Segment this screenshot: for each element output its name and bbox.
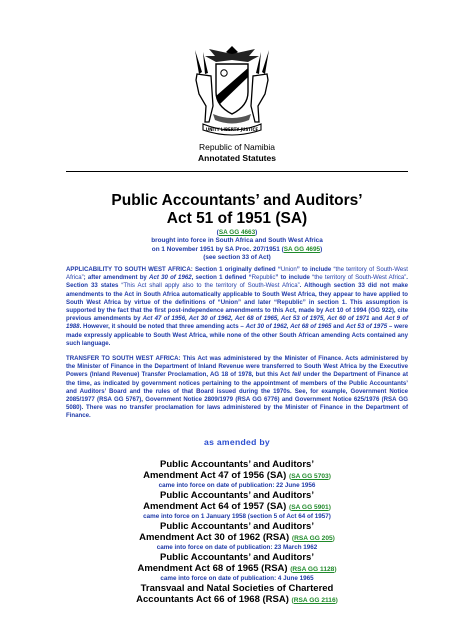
amendment-item: Public Accountants’ and Auditors’ Amendment Act 47 of 1956 (SA) (SA GG 5703) came into force on date of publication: 22 June 1956 (143, 459, 331, 489)
amendment-item: Public Accountants’ and Auditors’ Amendment Act 30 of 1962 (RSA) (RSA GG 205) came into force on date of publication: 23 March 1962 (139, 521, 335, 551)
applicability-heading: APPLICABILITY TO SOUTH WEST AFRICA: (66, 266, 193, 273)
amendment-gazette-link[interactable]: SA GG 5703 (291, 473, 329, 480)
amendment-item: Public Accountants’ and Auditors’ Amendment Act 64 of 1957 (SA) (SA GG 5901) came into force on 1 January 1958 (section 5 of Act 64 of 1957) (143, 490, 331, 520)
act-title-line1: Public Accountants’ and Auditors’ (111, 192, 363, 209)
applicability-paragraph: APPLICABILITY TO SOUTH WEST AFRICA: Section 1 originally defined “Union” to include “the territory of South-West Africa”; after amendment by Act 30 of 1962, section 1 defined “Republic” to include “the territory of South-West Africa”. Section 33 states “This Act shall apply also to the territory of South-West Africa”. Although section 33 did not make amendments to the Act in South Africa automatically applicable to South West Africa, they appear to have applied to South West Africa by virtue of the definitions of “Union” and later “Republic” in section 1. This assumption is supported by the fact that the first post-independence amendments to this Act, made by Act 10 of 1994 (GG 922), cite previous amendments by Act 47 of 1956, Act 30 of 1962, Act 68 of 1965, Act 53 of 1975, Act 60 of 1971 and Act 9 of 1988. However, it should be noted that three amending acts – Act 30 of 1962, Act 68 of 1965 and Act 53 of 1975 – were made expressly applicable to South West Africa, while none of the other South African amending Acts contained any such language. (66, 266, 408, 347)
motto-text: UNITY LIBERTY JUSTICE (205, 127, 259, 132)
republic-name: Republic of Namibia (198, 142, 276, 152)
annotated-statutes-label: Annotated Statutes (198, 153, 276, 163)
namibia-coat-of-arms-icon (189, 44, 275, 136)
act-title-line2: Act 51 of 1951 (SA) (166, 210, 308, 227)
transfer-paragraph: TRANSFER TO SOUTH WEST AFRICA: This Act was administered by the Minister of Finance. Acts administered by the Minister of Finance in the Department of Inland Revenue were transferred to South West Africa by the Executive Powers (Inland Revenue) Transfer Proclamation, AG 18 of 1978, but this Act fell under the Department of Finance at the time, as indicated by government notices pertaining to the appointment of members of the Public Accountants’ and Auditors’ Board and the rules of that Board issued during the 1970s. See, for example, Government Notice 2085/1977 (RSA GG 5767), Government Notice 2809/1979 (RSA GG 6776) and Government Notice 625/1976 (RSA GG 5080). There was no transfer proclamation for laws administered by the Minister of Finance in the Department of Finance. (66, 355, 408, 420)
amendment-list (0, 459, 474, 606)
amendment-item: Transvaal and Natal Societies of Chartered Accountants Act 66 of 1968 (RSA) (RSA GG 2116) (136, 583, 338, 605)
act-title (0, 192, 474, 228)
header-divider (66, 171, 408, 172)
commencement-line2: on 1 November 1951 by SA Proc. 207/1951 (SA GG 4695) (151, 245, 323, 253)
amendment-gazette-link[interactable]: SA GG 5901 (291, 504, 329, 511)
commencement-line3: (see section 33 of Act) (203, 253, 271, 261)
transfer-heading: TRANSFER TO SOUTH WEST AFRICA: (66, 355, 181, 362)
amendment-item: Public Accountants’ and Auditors’ Amendment Act 68 of 1965 (RSA) (RSA GG 1128) came into force on date of publication: 4 June 1965 (137, 552, 337, 582)
amendment-gazette-link[interactable]: RSA GG 205 (294, 535, 333, 542)
proclamation-gazette-link[interactable]: SA GG 4695 (283, 245, 321, 253)
amendment-gazette-link[interactable]: RSA GG 1128 (292, 566, 335, 573)
commencement-info: (SA GG 4663) brought into force in South Africa and South West Africa on 1 November 1951 by SA Proc. 207/1951 (SA GG 4695) (see section 33 of Act) (0, 229, 474, 262)
gazette-link[interactable]: SA GG 4663 (218, 229, 256, 236)
amendment-gazette-link[interactable]: RSA GG 2116 (293, 597, 336, 604)
commencement-line1: brought into force in South Africa and South West Africa (151, 237, 323, 245)
republic-header (0, 142, 474, 164)
amended-by-heading: as amended by (204, 437, 270, 447)
